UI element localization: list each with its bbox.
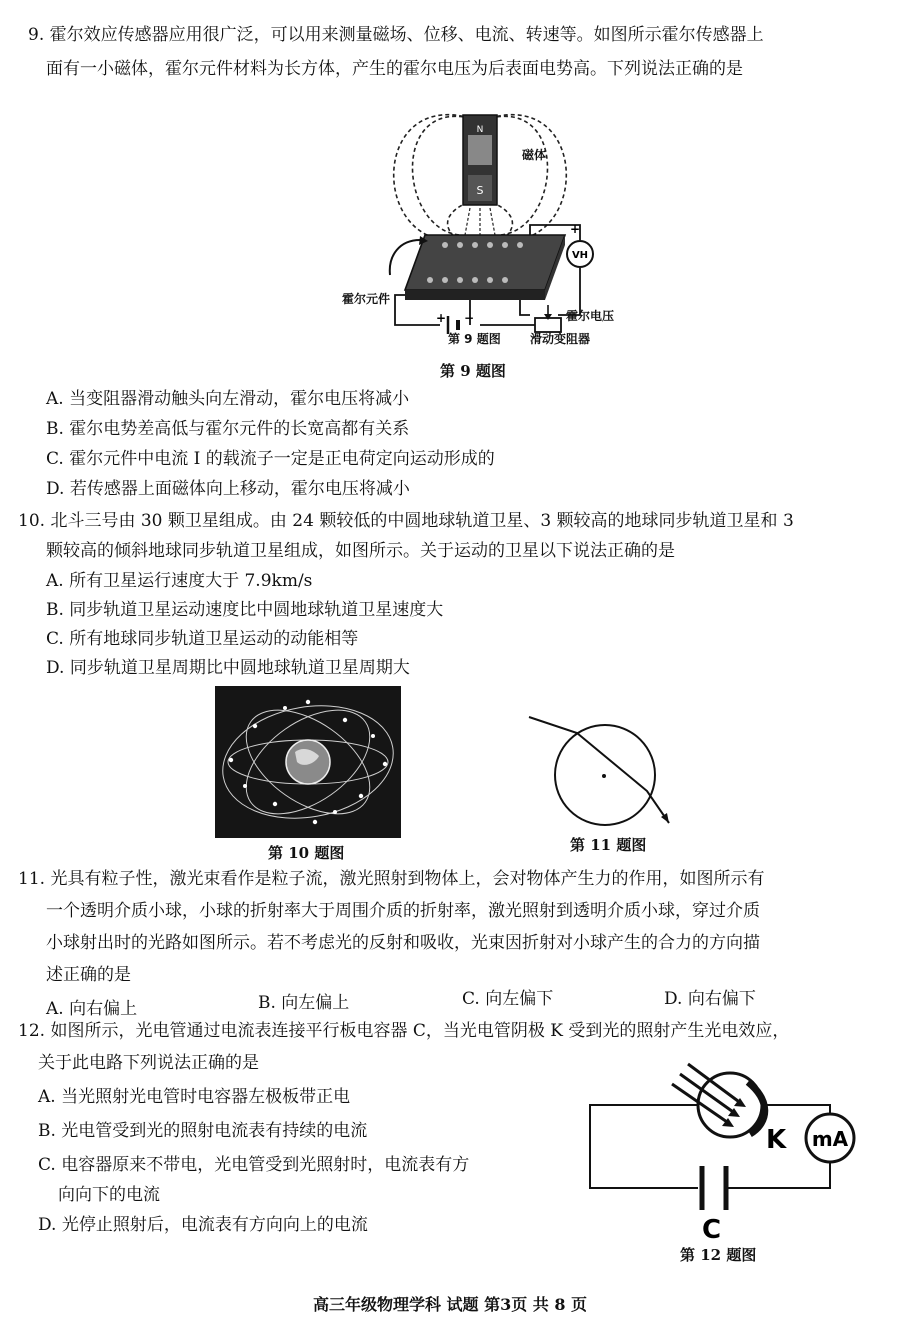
q11-stem-line4: 述正确的是 bbox=[46, 965, 131, 985]
fig9-caption: 第 9 题图 bbox=[440, 362, 506, 380]
svg-text:+: + bbox=[570, 222, 581, 236]
cathode-label: K bbox=[766, 1125, 787, 1155]
q12-stem-line1: 12. 如图所示，光电管通过电流表连接平行板电容器 C，当光电管阴极 K 受到光的照射产生光电效应， bbox=[18, 1021, 790, 1041]
magnet-s-label: S bbox=[476, 184, 484, 197]
q11-option-d: D. 向右偏下 bbox=[664, 989, 756, 1009]
fig9-element-label: 霍尔元件 bbox=[342, 292, 391, 306]
svg-text:−: − bbox=[464, 311, 475, 325]
q12-option-c-line1: C. 电容器原来不带电，光电管受到光照射时，电流表有方 bbox=[38, 1155, 470, 1175]
q10-option-a: A. 所有卫星运行速度大于 7.9km/s bbox=[46, 571, 313, 591]
fig9-magnet-label: 磁体 bbox=[522, 148, 547, 162]
q12-option-b: B. 光电管受到光的照射电流表有持续的电流 bbox=[38, 1121, 368, 1141]
capacitor-label: C bbox=[702, 1215, 722, 1240]
phototube-circuit-figure bbox=[580, 1060, 870, 1240]
fig10-caption: 第 10 题图 bbox=[268, 844, 345, 862]
milliammeter-label: mA bbox=[811, 1127, 849, 1151]
q12-option-a: A. 当光照射光电管时电容器左极板带正电 bbox=[38, 1087, 351, 1107]
q10-option-d: D. 同步轨道卫星周期比中圆地球轨道卫星周期大 bbox=[46, 658, 410, 678]
page-footer: 高三年级物理学科 试题 第3页 共 8 页 bbox=[312, 1295, 588, 1314]
light-ray bbox=[529, 717, 669, 823]
q11-stem-line2: 一个透明介质小球，小球的折射率大于周围介质的折射率，激光照射到透明介质小球，穿过介质 bbox=[46, 901, 760, 921]
sphere-refraction-figure bbox=[525, 695, 685, 830]
q12-stem-line2: 关于此电路下列说法正确的是 bbox=[38, 1053, 259, 1073]
q10-option-b: B. 同步轨道卫星运动速度比中圆地球轨道卫星速度大 bbox=[46, 600, 444, 620]
q9-option-c: C. 霍尔元件中电流 I 的载流子一定是正电荷定向运动形成的 bbox=[46, 449, 495, 469]
q9-option-b: B. 霍尔电势差高低与霍尔元件的长宽高都有关系 bbox=[46, 419, 410, 439]
fig11-caption: 第 11 题图 bbox=[570, 836, 647, 854]
q9-option-d: D. 若传感器上面磁体向上移动，霍尔电压将减小 bbox=[46, 479, 410, 499]
q11-stem-line1: 11. 光具有粒子性，激光束看作是粒子流，激光照射到物体上，会对物体产生力的作用，如图所示有 bbox=[18, 869, 765, 889]
q9-option-a: A. 当变阻器滑动触头向左滑动，霍尔电压将减小 bbox=[46, 389, 410, 409]
q10-option-c: C. 所有地球同步轨道卫星运动的动能相等 bbox=[46, 629, 359, 649]
fig9-voltage-label: 霍尔电压 bbox=[566, 309, 615, 323]
q11-option-a: A. 向右偏上 bbox=[46, 999, 138, 1019]
beidou-satellite-figure bbox=[215, 686, 401, 838]
fig12-caption: 第 12 题图 bbox=[680, 1246, 757, 1264]
svg-text:+: + bbox=[436, 311, 447, 325]
q9-stem-line1: 9. 霍尔效应传感器应用很广泛，可以用来测量磁场、位移、电流、转速等。如图所示霍尔传感器上 bbox=[28, 25, 764, 45]
q10-stem-line1: 10. 北斗三号由 30 颗卫星组成。由 24 颗较低的中圆地球轨道卫星、3 颗较高的地球同步轨道卫星和 3 bbox=[18, 511, 794, 531]
q9-stem-line2: 面有一小磁体，霍尔元件材料为长方体，产生的霍尔电压为后表面电势高。下列说法正确的是 bbox=[46, 59, 743, 79]
voltmeter-label: VH bbox=[571, 250, 589, 261]
q11-option-b: B. 向左偏上 bbox=[258, 993, 350, 1013]
q11-stem-line3: 小球射出时的光路如图所示。若不考虑光的反射和吸收，光束因折射对小球产生的合力的方向描 bbox=[46, 933, 760, 953]
q12-option-c-line2: 向向下的电流 bbox=[58, 1185, 160, 1205]
sphere-center bbox=[602, 774, 606, 778]
magnet-n-label: N bbox=[476, 125, 484, 135]
q11-option-c: C. 向左偏下 bbox=[462, 989, 554, 1009]
q12-option-d: D. 光停止照射后，电流表有方向向上的电流 bbox=[38, 1215, 368, 1235]
fig9-caption-inline: 第 9 题图 bbox=[448, 332, 501, 346]
q10-stem-line2: 颗较高的倾斜地球同步轨道卫星组成，如图所示。关于运动的卫星以下说法正确的是 bbox=[46, 541, 675, 561]
fig9-rheostat-label: 滑动变阻器 bbox=[530, 332, 591, 346]
